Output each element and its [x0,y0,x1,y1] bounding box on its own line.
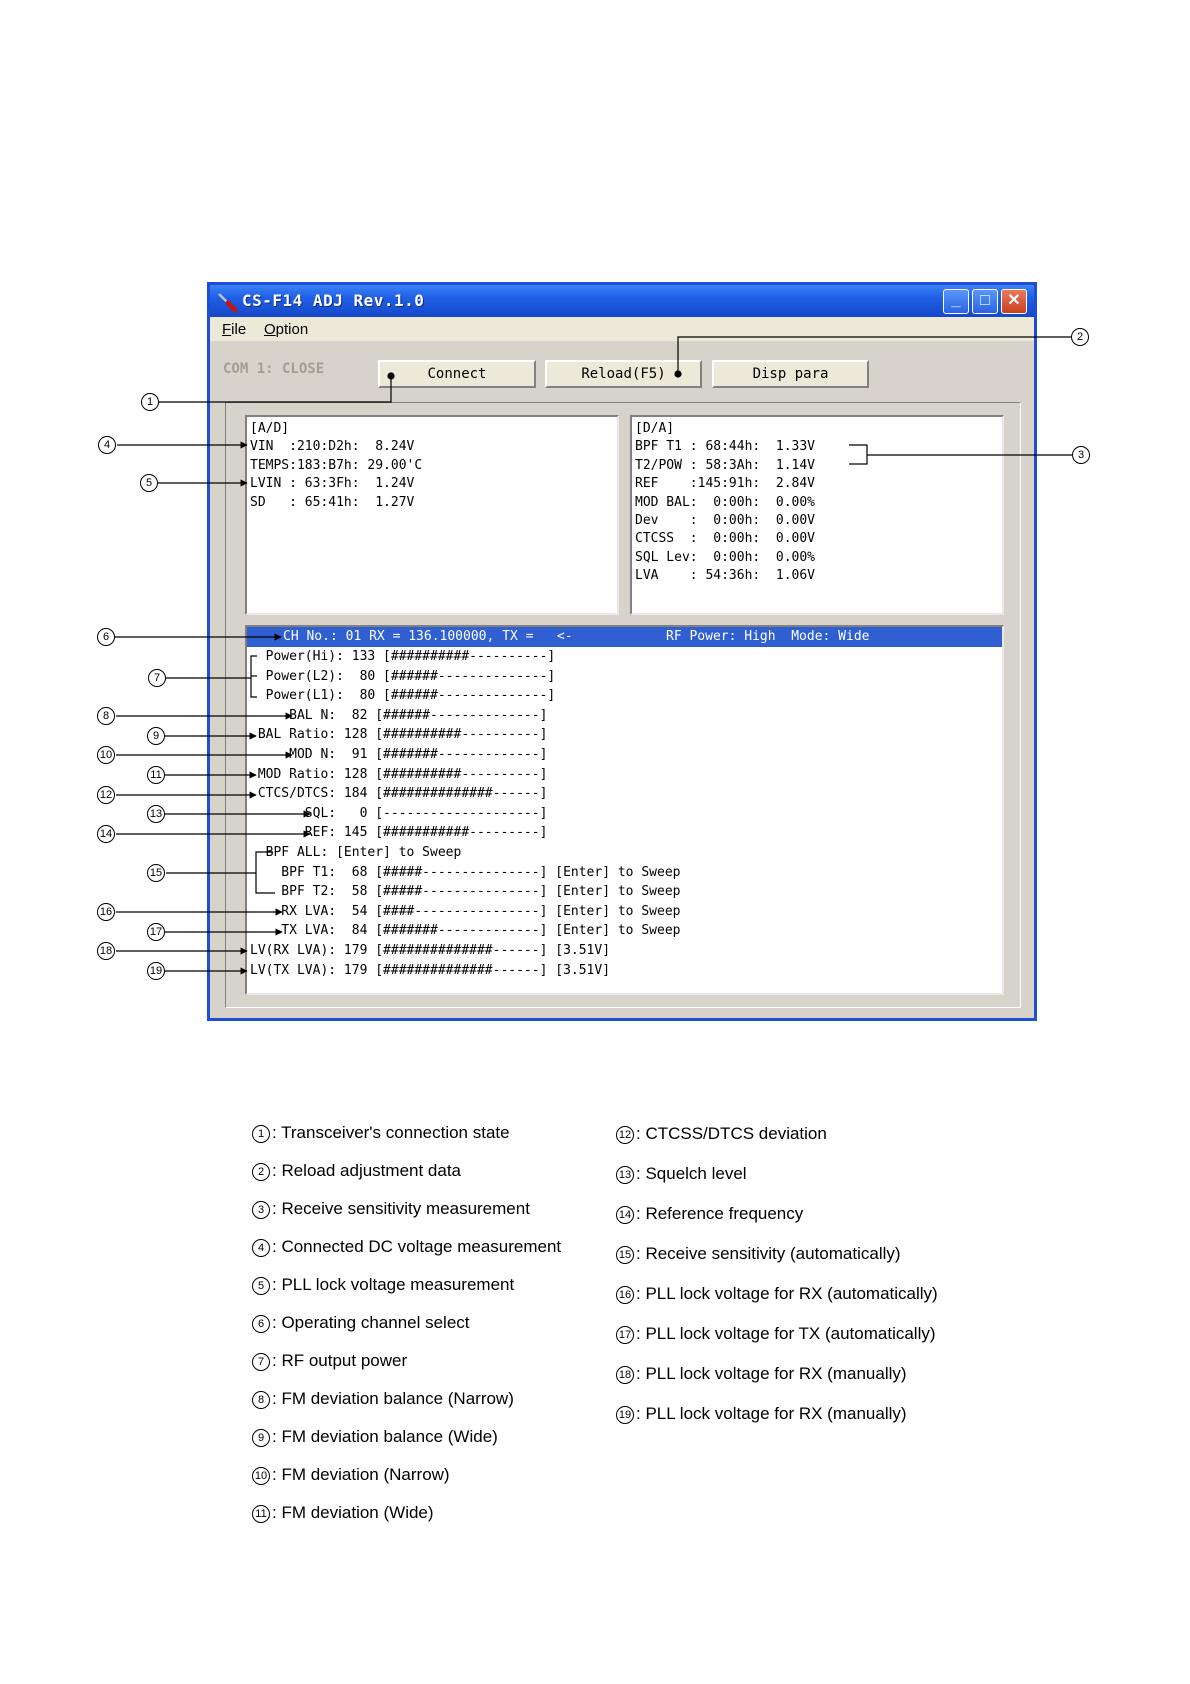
callout-13: 13 [147,805,165,823]
callout-18: 18 [97,942,115,960]
callout-2: 2 [1071,328,1089,346]
callout-4: 4 [98,436,116,454]
legend-item: 15 : Receive sensitivity (automatically) [616,1244,901,1264]
callout-12: 12 [97,786,115,804]
legend-item: 18 : PLL lock voltage for RX (manually) [616,1364,907,1384]
callout-8: 8 [97,707,115,725]
da-readout: [D/A] BPF T1 : 68:44h: 1.33V T2/POW : 58:3Ah: 1.14V REF :145:91h: 2.84V MOD BAL: 0:00h: 0.00% Dev : 0:00h: 0.00V CTCSS : 0:00h: 0.00V SQL Lev: 0:00h: 0.00% LVA : 54:36h: 1.06V [635,421,816,584]
legend-item: 2 : Reload adjustment data [252,1161,461,1181]
adjustment-items[interactable]: Power(Hi): 133 [##########----------] Power(L2): 80 [######--------------] Power(L1): 80 [######--------------] BAL N: 82 [######--------------] BAL Ratio: 128 [##########----------] MOD N: 91 [#######-------------] MOD Ratio: 128 [##########----------] CTCS/DTCS: 184 [##############------] SQL: 0 [--------------------] REF: 145 [###########---------] BPF ALL: [Enter] to Sweep BPF T1: 68 [#####---------------] [Enter] to Sweep BPF T2: 58 [#####---------------] [Enter] to Sweep RX LVA: 54 [####----------------] [Enter] to Sweep TX LVA: 84 [#######-------------] [Enter] to Sweep LV(RX LVA): 179 [##############------] [3.51V] LV(TX LVA): 179 [##############------] [3.51V] [250,649,681,978]
legend-item: 13 : Squelch level [616,1164,747,1184]
legend-item: 19 : PLL lock voltage for RX (manually) [616,1404,907,1424]
callout-14: 14 [97,825,115,843]
legend-item: 1 : Transceiver's connection state [252,1123,510,1143]
legend-item: 16 : PLL lock voltage for RX (automatically) [616,1284,938,1304]
rf-power-mode: RF Power: High Mode: Wide [666,629,870,644]
callout-16: 16 [97,903,115,921]
legend-item: 3 : Receive sensitivity measurement [252,1199,530,1219]
legend-item: 11 : FM deviation (Wide) [252,1503,434,1523]
menu-option[interactable]: Option [264,321,309,338]
menu-file[interactable]: File [222,321,247,338]
callout-17: 17 [147,923,165,941]
callout-10: 10 [97,746,115,764]
legend-item: 14 : Reference frequency [616,1204,803,1224]
window-title: CS-F14 ADJ Rev.1.0 [242,291,425,310]
legend-item: 17 : PLL lock voltage for TX (automatically) [616,1324,936,1344]
legend-item: 10 : FM deviation (Narrow) [252,1465,450,1485]
close-button[interactable]: ✕ [1001,289,1027,314]
connection-status: COM 1: CLOSE [223,361,325,377]
callout-1: 1 [141,393,159,411]
callout-3: 3 [1072,446,1090,464]
connect-button[interactable]: Connect [378,360,536,388]
legend-item: 4 : Connected DC voltage measurement [252,1237,561,1257]
legend-item: 9 : FM deviation balance (Wide) [252,1427,498,1447]
callout-6: 6 [97,628,115,646]
legend-item: 8 : FM deviation balance (Narrow) [252,1389,514,1409]
channel-info: CH No.: 01 RX = 136.100000, TX = <- [283,629,573,644]
reload-button[interactable]: Reload(F5) [545,360,702,388]
callout-5: 5 [140,474,158,492]
callout-11: 11 [147,766,165,784]
maximize-button[interactable]: □ [972,289,998,314]
callout-9: 9 [147,727,165,745]
callout-7: 7 [148,669,166,687]
minimize-button[interactable]: _ [943,289,969,314]
legend-item: 12 : CTCSS/DTCS deviation [616,1124,827,1144]
callout-15: 15 [147,864,165,882]
callout-19: 19 [147,962,165,980]
legend-item: 6 : Operating channel select [252,1313,470,1333]
legend-item: 5 : PLL lock voltage measurement [252,1275,514,1295]
legend-item: 7 : RF output power [252,1351,407,1371]
disp-para-button[interactable]: Disp para [712,360,869,388]
ad-readout: [A/D] VIN :210:D2h: 8.24V TEMPS:183:B7h: 29.00'C LVIN : 63:3Fh: 1.24V SD : 65:41h: 1.27V [250,421,423,510]
